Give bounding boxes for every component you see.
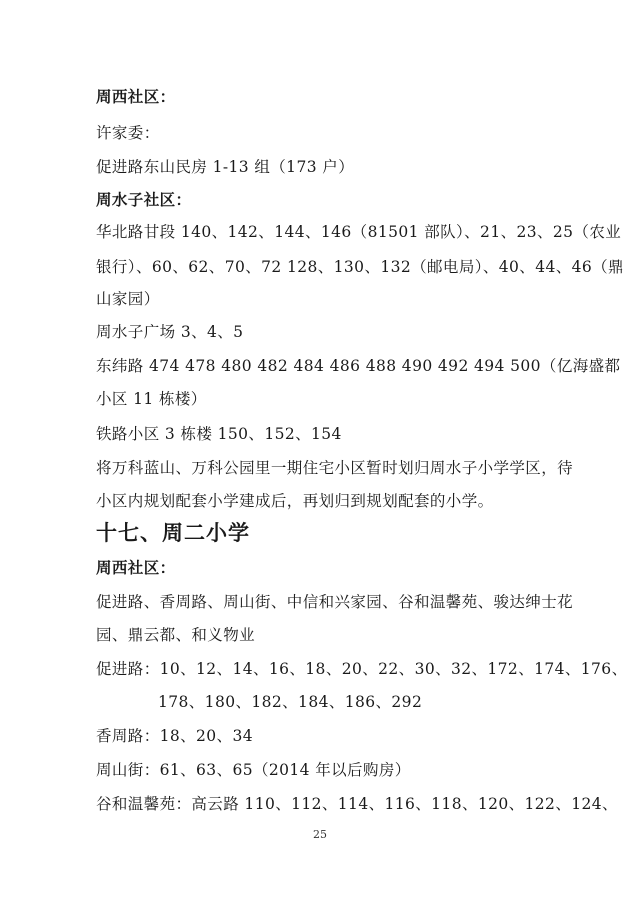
address-line: 香周路：18、20、34 (96, 727, 253, 745)
address-line: 促进路东山民房 1-13 组（173 户） (96, 158, 355, 176)
address-line: 银行）、60、62、70、72 128、130、132（邮电局）、40、44、46（鼎 (96, 258, 624, 276)
paragraph-line: 小区内规划配套小学建成后，再划归到规划配套的小学。 (96, 492, 494, 510)
page-number: 25 (313, 828, 327, 841)
address-line-continuation: 178、180、182、184、186、292 (158, 693, 423, 711)
section-label-zhouxi-community: 周西社区： (96, 88, 176, 106)
paragraph-line: 促进路、香周路、周山街、中信和兴家园、谷和温馨苑、骏达绅士花 (96, 593, 574, 611)
address-line: 铁路小区 3 栋楼 150、152、154 (96, 425, 342, 443)
address-line: 谷和温馨苑：高云路 110、112、114、116、118、120、122、124、 (96, 795, 618, 813)
address-line: 山家园） (96, 290, 160, 308)
paragraph-line: 将万科蓝山、万科公园里一期住宅小区暂时划归周水子小学学区，待 (96, 459, 574, 477)
subsection-label-xujiawei: 许家委： (96, 124, 160, 142)
address-line: 促进路：10、12、14、16、18、20、22、30、32、172、174、176、 (96, 660, 628, 678)
chapter-heading: 十七、周二小学 (96, 521, 250, 545)
section-label-zhoushuizi-community: 周水子社区： (96, 191, 192, 209)
address-line: 周水子广场 3、4、5 (96, 323, 244, 341)
address-line: 周山街：61、63、65（2014 年以后购房） (96, 761, 411, 779)
section-label-zhouxi-community: 周西社区： (96, 559, 176, 577)
paragraph-line: 园、鼎云都、和义物业 (96, 626, 256, 644)
address-line: 华北路甘段 140、142、144、146（81501 部队）、21、23、25（农业 (96, 223, 622, 241)
address-line: 东纬路 474 478 480 482 484 486 488 490 492 494 500（亿海盛都 (96, 357, 621, 375)
address-line: 小区 11 栋楼） (96, 390, 207, 408)
